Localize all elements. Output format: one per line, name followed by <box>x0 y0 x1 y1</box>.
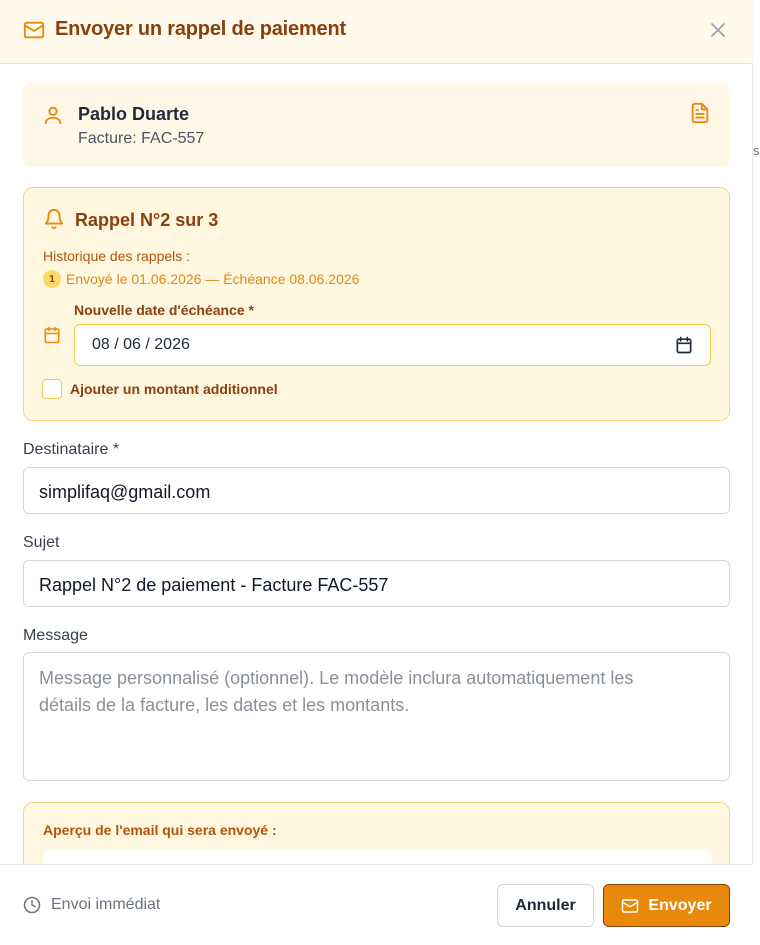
calendar-icon <box>43 326 61 344</box>
message-placeholder: Message personnalisé (optionnel). Le modèle inclura automatiquement les détails de la facture, les dates et les montants. <box>39 668 634 715</box>
bell-icon <box>43 208 65 230</box>
history-item <box>43 269 359 289</box>
due-date-value: 08 / 06 / 2026 <box>92 336 190 353</box>
subject-input[interactable] <box>23 560 730 607</box>
client-name: Pablo Duarte <box>78 104 190 124</box>
history-number-badge: 1 <box>43 270 61 288</box>
recipient-value: simplifaq@gmail.com <box>39 482 211 502</box>
user-icon <box>42 104 64 126</box>
send-timing-text: Envoi immédiat <box>51 896 161 913</box>
history-label: Historique des rappels : <box>43 248 191 264</box>
dialog-header <box>0 0 753 64</box>
client-card <box>23 83 730 167</box>
mail-icon <box>23 19 45 41</box>
calendar-picker-icon[interactable] <box>674 335 694 355</box>
send-button[interactable] <box>603 884 730 927</box>
message-label: Message <box>23 627 88 644</box>
message-textarea[interactable] <box>23 652 730 781</box>
email-preview-label: Aperçu de l'email qui sera envoyé : <box>43 822 277 838</box>
extra-amount-option[interactable] <box>42 379 278 399</box>
subject-value: Rappel N°2 de paiement - Facture FAC-557 <box>39 575 389 595</box>
recipient-label: Destinataire * <box>23 441 120 458</box>
cancel-button-label: Annuler <box>515 896 576 914</box>
close-icon[interactable] <box>706 18 730 42</box>
extra-amount-checkbox[interactable] <box>42 379 62 399</box>
history-text: Envoyé le 01.06.2026 — Échéance 08.06.2026 <box>66 271 360 287</box>
reminder-title: Rappel N°2 sur 3 <box>75 210 219 230</box>
reminder-panel <box>23 187 730 421</box>
dialog-title: Envoyer un rappel de paiement <box>55 18 346 40</box>
extra-amount-label: Ajouter un montant additionnel <box>70 381 278 397</box>
document-icon[interactable] <box>689 101 711 125</box>
due-date-label: Nouvelle date d'échéance * <box>74 302 254 318</box>
recipient-input[interactable] <box>23 467 730 514</box>
clock-icon <box>23 896 41 914</box>
dialog-footer <box>0 864 753 945</box>
invoice-number: Facture: FAC-557 <box>78 130 205 147</box>
cancel-button[interactable] <box>497 884 594 927</box>
send-button-label: Envoyer <box>648 896 712 914</box>
background-text-fragment: s <box>753 143 760 158</box>
subject-label: Sujet <box>23 534 60 551</box>
due-date-input[interactable] <box>74 324 711 366</box>
mail-icon <box>621 897 639 915</box>
